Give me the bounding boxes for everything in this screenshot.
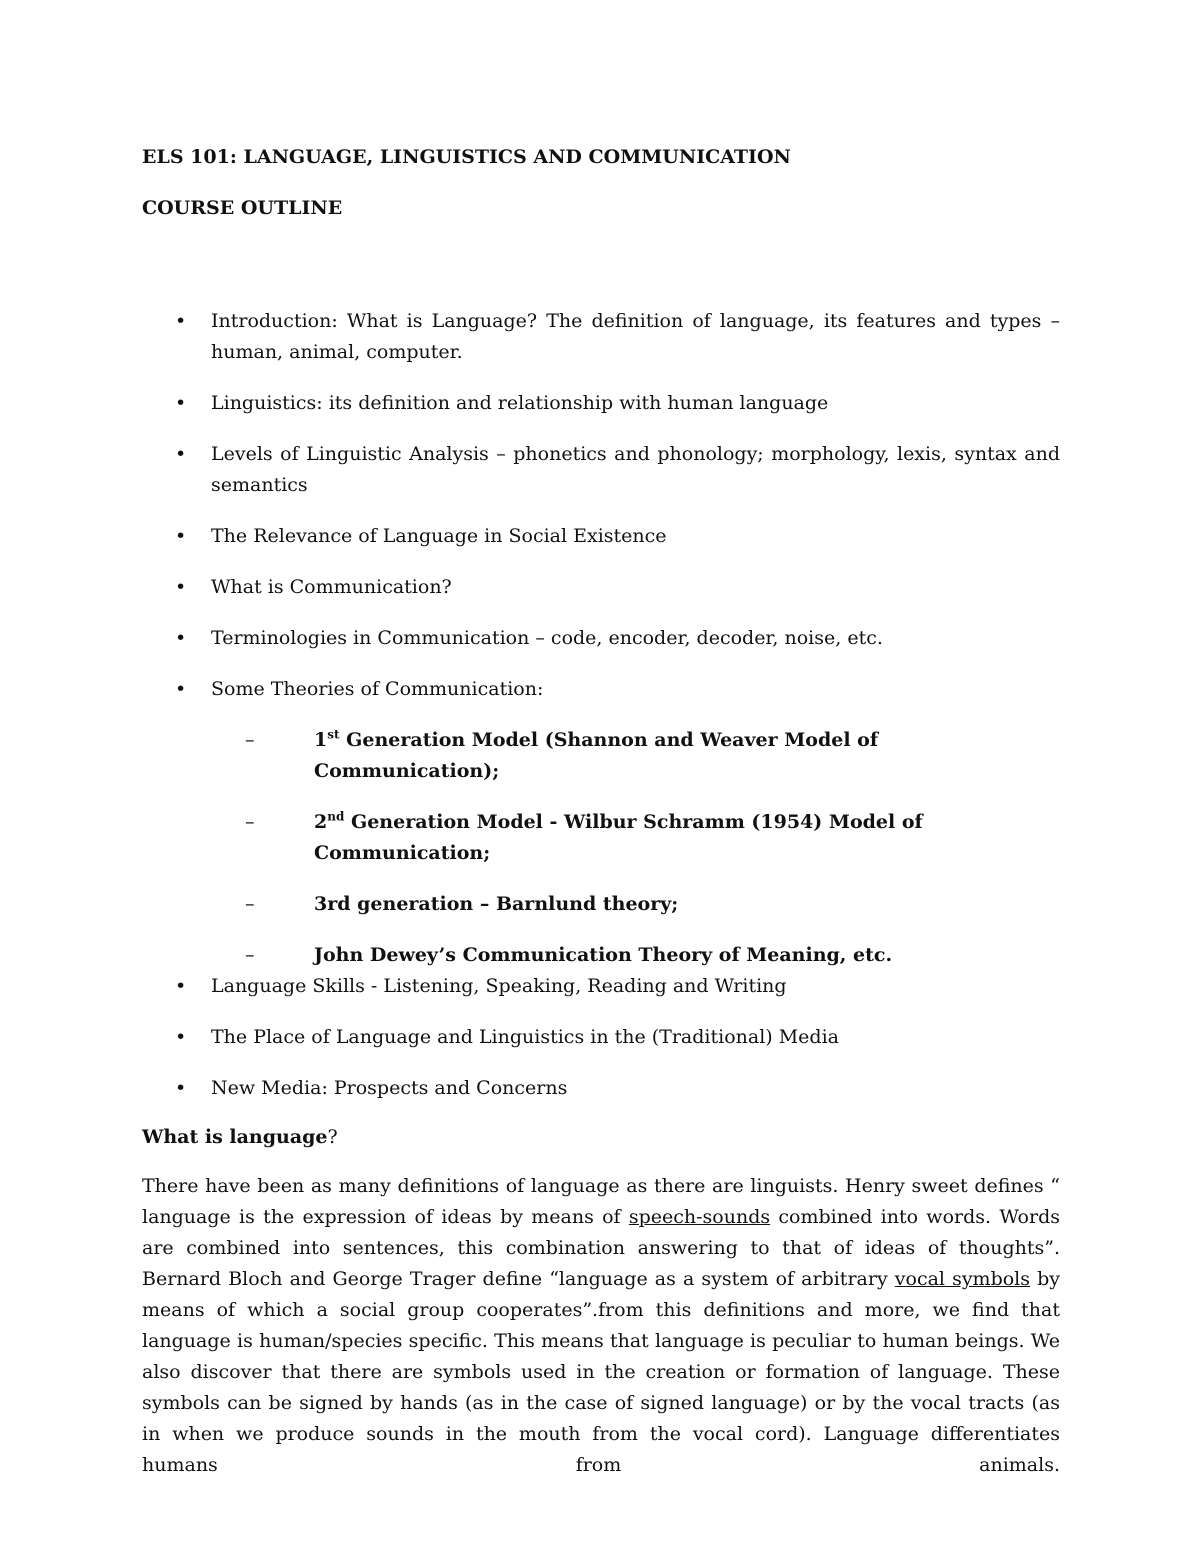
document-title: ELS 101: LANGUAGE, LINGUISTICS AND COMMUNICATION	[142, 146, 791, 168]
theory-item	[245, 889, 1060, 920]
section-heading-text: What is language	[142, 1126, 328, 1148]
paragraph-text: combined into words. Words are combined into sentences, this combination answering to that of ideas of thoughts”. Bernard Bloch and George Trager define “language as a system of arbitrary	[142, 1206, 1060, 1290]
outline-item-text: The Place of Language and Linguistics in the (Traditional) Media	[211, 1026, 839, 1048]
outline-item	[142, 971, 1060, 1002]
outline-item	[142, 1073, 1060, 1104]
outline-item	[142, 623, 1060, 654]
theories-sublist	[142, 725, 1060, 971]
bullet-icon: •	[175, 525, 187, 547]
course-outline-list	[142, 306, 1060, 1104]
outline-item-text: Language Skills - Listening, Speaking, Reading and Writing	[211, 975, 787, 997]
theory-number: 1	[314, 729, 328, 751]
bullet-icon: •	[175, 443, 187, 465]
theory-ordinal: st	[327, 727, 340, 742]
outline-item-text: Linguistics: its definition and relationship with human language	[211, 392, 829, 414]
paragraph-text: by means of which a social group cooperates”.from this definitions and more, we find that language is human/species specific. This means that language is peculiar to human beings. We also discover that there are symbols used in the creation or formation of language. These symbols can be signed by hands (as in the case of signed language) or by the vocal tracts (as in when we produce sounds in the mouth from the vocal cord). Language differentiates humans from animals.	[142, 1268, 1061, 1476]
outline-item	[142, 674, 1060, 971]
theory-item	[245, 807, 1060, 869]
theory-text: Generation Model (Shannon and Weaver Model of Communication);	[314, 729, 878, 782]
outline-item-text: New Media: Prospects and Concerns	[211, 1077, 568, 1099]
theory-number: 2	[314, 811, 328, 833]
dash-icon: –	[245, 893, 255, 915]
bullet-icon: •	[175, 310, 187, 332]
outline-item-text: Some Theories of Communication:	[211, 678, 544, 700]
bullet-icon: •	[175, 1026, 187, 1048]
underlined-term: vocal symbols	[894, 1268, 1031, 1290]
section-heading	[142, 1122, 1060, 1153]
bullet-icon: •	[175, 678, 187, 700]
outline-item	[142, 572, 1060, 603]
outline-item	[142, 521, 1060, 552]
bullet-icon: •	[175, 975, 187, 997]
theory-text: Generation Model - Wilbur Schramm (1954) Model of Communication;	[314, 811, 923, 864]
document-page	[142, 140, 1060, 1481]
outline-item-text: Terminologies in Communication – code, encoder, decoder, noise, etc.	[211, 627, 883, 649]
document-subtitle: COURSE OUTLINE	[142, 197, 343, 219]
theory-text: 3rd generation – Barnlund theory;	[314, 893, 679, 915]
bullet-icon: •	[175, 392, 187, 414]
outline-item	[142, 439, 1060, 501]
dash-icon: –	[245, 944, 255, 966]
outline-item-text: Introduction: What is Language? The definition of language, its features and types – human, animal, computer.	[211, 310, 1060, 363]
outline-item-text: The Relevance of Language in Social Existence	[211, 525, 667, 547]
section-heading-mark: ?	[327, 1126, 338, 1148]
theory-text: John Dewey’s Communication Theory of Meaning, etc.	[314, 944, 893, 966]
bullet-icon: •	[175, 627, 187, 649]
dash-icon: –	[245, 811, 255, 833]
bullet-icon: •	[175, 1077, 187, 1099]
theory-item	[245, 940, 1060, 971]
outline-item	[142, 306, 1060, 368]
theory-ordinal: nd	[327, 809, 345, 824]
outline-item-text: Levels of Linguistic Analysis – phonetics and phonology; morphology, lexis, syntax and semantics	[211, 443, 1060, 496]
outline-item-text: What is Communication?	[211, 576, 452, 598]
body-paragraph	[142, 1171, 1060, 1481]
outline-item	[142, 388, 1060, 419]
underlined-term: speech-sounds	[628, 1206, 771, 1228]
theory-item	[245, 725, 1060, 787]
bullet-icon: •	[175, 576, 187, 598]
paragraph-text: There have been as many definitions of language as there are linguists. Henry sweet defines “ language is the expression of ideas by means of	[142, 1175, 1060, 1228]
dash-icon: –	[245, 729, 255, 751]
outline-item	[142, 1022, 1060, 1053]
